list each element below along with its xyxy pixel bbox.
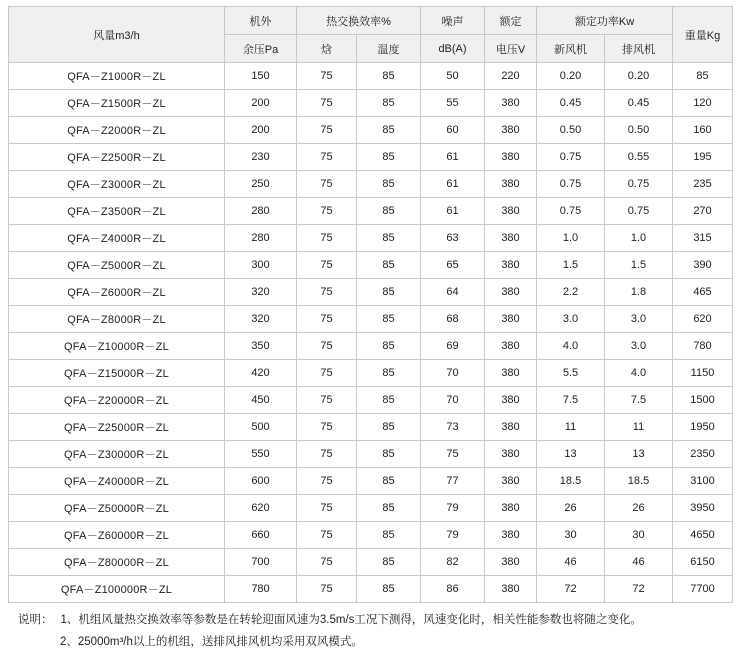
cell-power-fresh: 11 [537,414,605,441]
cell-model: QFA－Z5000R－ZL [9,252,225,279]
cell-temperature: 85 [357,171,421,198]
cell-weight: 620 [673,306,733,333]
cell-temperature: 85 [357,117,421,144]
cell-model: QFA－Z25000R－ZL [9,414,225,441]
header-rated-power: 额定功率Kw [537,7,673,35]
cell-voltage: 380 [485,414,537,441]
cell-power-fresh: 0.50 [537,117,605,144]
cell-weight: 465 [673,279,733,306]
cell-voltage: 380 [485,306,537,333]
cell-enthalpy: 75 [297,225,357,252]
cell-enthalpy: 75 [297,252,357,279]
cell-enthalpy: 75 [297,306,357,333]
cell-noise: 69 [421,333,485,360]
cell-model: QFA－Z15000R－ZL [9,360,225,387]
cell-model: QFA－Z100000R－ZL [9,576,225,603]
cell-voltage: 380 [485,468,537,495]
cell-model: QFA－Z30000R－ZL [9,441,225,468]
table-row [9,279,733,306]
cell-noise: 61 [421,144,485,171]
note-item-1: 1、机组风量热交换效率等参数是在转轮迎面风速为3.5m/s工况下测得，风速变化时，相关性能参数也将随之变化。 [60,614,642,626]
cell-enthalpy: 75 [297,441,357,468]
table-row [9,171,733,198]
table-row [9,549,733,576]
cell-power-exhaust: 0.75 [605,198,673,225]
cell-weight: 390 [673,252,733,279]
cell-noise: 70 [421,360,485,387]
cell-power-exhaust: 26 [605,495,673,522]
cell-weight: 85 [673,63,733,90]
cell-power-fresh: 1.5 [537,252,605,279]
cell-weight: 195 [673,144,733,171]
table-row [9,441,733,468]
cell-power-exhaust: 72 [605,576,673,603]
header-power-fresh-fan: 新风机 [537,35,605,63]
cell-model: QFA－Z3500R－ZL [9,198,225,225]
cell-noise: 79 [421,495,485,522]
cell-enthalpy: 75 [297,90,357,117]
cell-voltage: 380 [485,360,537,387]
cell-enthalpy: 75 [297,576,357,603]
table-body [9,63,733,603]
table-row [9,387,733,414]
cell-temperature: 85 [357,576,421,603]
cell-static-pressure: 320 [225,279,297,306]
cell-static-pressure: 500 [225,414,297,441]
cell-noise: 55 [421,90,485,117]
cell-static-pressure: 450 [225,387,297,414]
header-power-exhaust-fan: 排风机 [605,35,673,63]
header-static-pressure-sub: 余压Pa [225,35,297,63]
cell-power-fresh: 1.0 [537,225,605,252]
table-row [9,495,733,522]
cell-model: QFA－Z8000R－ZL [9,306,225,333]
cell-power-fresh: 3.0 [537,306,605,333]
cell-power-exhaust: 0.75 [605,171,673,198]
cell-power-fresh: 0.75 [537,144,605,171]
cell-voltage: 380 [485,198,537,225]
cell-enthalpy: 75 [297,117,357,144]
cell-noise: 79 [421,522,485,549]
cell-voltage: 380 [485,495,537,522]
cell-weight: 235 [673,171,733,198]
cell-power-exhaust: 3.0 [605,333,673,360]
table-row [9,198,733,225]
cell-model: QFA－Z4000R－ZL [9,225,225,252]
cell-temperature: 85 [357,225,421,252]
cell-temperature: 85 [357,63,421,90]
table-row [9,144,733,171]
cell-power-fresh: 0.75 [537,171,605,198]
cell-enthalpy: 75 [297,333,357,360]
cell-temperature: 85 [357,198,421,225]
cell-noise: 61 [421,171,485,198]
cell-model: QFA－Z2000R－ZL [9,117,225,144]
cell-voltage: 220 [485,63,537,90]
cell-weight: 3100 [673,468,733,495]
header-rated-sub: 电压V [485,35,537,63]
cell-static-pressure: 550 [225,441,297,468]
cell-enthalpy: 75 [297,144,357,171]
cell-weight: 1500 [673,387,733,414]
cell-temperature: 85 [357,90,421,117]
cell-temperature: 85 [357,387,421,414]
cell-static-pressure: 300 [225,252,297,279]
cell-power-exhaust: 1.0 [605,225,673,252]
cell-power-exhaust: 4.0 [605,360,673,387]
cell-weight: 7700 [673,576,733,603]
table-row [9,414,733,441]
cell-power-exhaust: 0.20 [605,63,673,90]
cell-enthalpy: 75 [297,198,357,225]
cell-model: QFA－Z40000R－ZL [9,468,225,495]
table-row [9,225,733,252]
cell-static-pressure: 420 [225,360,297,387]
cell-model: QFA－Z1500R－ZL [9,90,225,117]
cell-noise: 73 [421,414,485,441]
cell-voltage: 380 [485,90,537,117]
cell-weight: 315 [673,225,733,252]
cell-voltage: 380 [485,225,537,252]
cell-static-pressure: 780 [225,576,297,603]
notes-label: 说明： [18,614,53,626]
table-row [9,522,733,549]
cell-voltage: 380 [485,576,537,603]
cell-power-fresh: 5.5 [537,360,605,387]
cell-weight: 120 [673,90,733,117]
cell-power-exhaust: 1.5 [605,252,673,279]
header-static-pressure-top: 机外 [225,7,297,35]
cell-temperature: 85 [357,360,421,387]
cell-power-exhaust: 0.55 [605,144,673,171]
cell-model: QFA－Z6000R－ZL [9,279,225,306]
cell-power-fresh: 2.2 [537,279,605,306]
cell-weight: 2350 [673,441,733,468]
cell-power-fresh: 30 [537,522,605,549]
table-row [9,468,733,495]
cell-power-fresh: 18.5 [537,468,605,495]
cell-power-fresh: 26 [537,495,605,522]
cell-static-pressure: 280 [225,225,297,252]
cell-static-pressure: 250 [225,171,297,198]
cell-weight: 270 [673,198,733,225]
cell-weight: 780 [673,333,733,360]
header-noise-sub: dB(A) [421,35,485,63]
cell-power-exhaust: 46 [605,549,673,576]
cell-model: QFA－Z2500R－ZL [9,144,225,171]
cell-power-exhaust: 0.45 [605,90,673,117]
cell-power-exhaust: 13 [605,441,673,468]
cell-voltage: 380 [485,333,537,360]
cell-model: QFA－Z3000R－ZL [9,171,225,198]
cell-temperature: 85 [357,549,421,576]
table-row [9,333,733,360]
header-enthalpy: 焓 [297,35,357,63]
cell-power-fresh: 0.45 [537,90,605,117]
cell-temperature: 85 [357,495,421,522]
cell-static-pressure: 320 [225,306,297,333]
cell-power-fresh: 0.75 [537,198,605,225]
cell-static-pressure: 660 [225,522,297,549]
header-airflow: 风量m3/h [9,7,225,63]
cell-noise: 60 [421,117,485,144]
cell-voltage: 380 [485,252,537,279]
cell-noise: 64 [421,279,485,306]
cell-power-exhaust: 11 [605,414,673,441]
table-row [9,63,733,90]
cell-voltage: 380 [485,387,537,414]
cell-noise: 82 [421,549,485,576]
cell-power-exhaust: 18.5 [605,468,673,495]
cell-static-pressure: 230 [225,144,297,171]
cell-static-pressure: 620 [225,495,297,522]
cell-power-fresh: 46 [537,549,605,576]
cell-voltage: 380 [485,117,537,144]
cell-noise: 68 [421,306,485,333]
cell-weight: 4650 [673,522,733,549]
cell-power-exhaust: 7.5 [605,387,673,414]
cell-power-fresh: 0.20 [537,63,605,90]
cell-power-exhaust: 30 [605,522,673,549]
cell-enthalpy: 75 [297,495,357,522]
table-row [9,90,733,117]
cell-enthalpy: 75 [297,414,357,441]
cell-temperature: 85 [357,306,421,333]
cell-static-pressure: 700 [225,549,297,576]
cell-temperature: 85 [357,279,421,306]
cell-enthalpy: 75 [297,279,357,306]
cell-voltage: 380 [485,171,537,198]
cell-temperature: 85 [357,414,421,441]
notes-block [8,609,732,653]
cell-noise: 77 [421,468,485,495]
note-item-2: 2、25000m³/h以上的机组，送排风排风机均采用双风模式。 [60,636,363,648]
cell-power-exhaust: 1.8 [605,279,673,306]
cell-temperature: 85 [357,144,421,171]
cell-noise: 86 [421,576,485,603]
cell-weight: 160 [673,117,733,144]
cell-temperature: 85 [357,252,421,279]
cell-model: QFA－Z1000R－ZL [9,63,225,90]
cell-power-exhaust: 3.0 [605,306,673,333]
cell-enthalpy: 75 [297,360,357,387]
header-heat-exchange-efficiency: 热交换效率% [297,7,421,35]
table-row [9,576,733,603]
cell-static-pressure: 280 [225,198,297,225]
table-header [9,7,733,63]
table-row [9,252,733,279]
cell-enthalpy: 75 [297,468,357,495]
cell-weight: 3950 [673,495,733,522]
header-noise-top: 噪声 [421,7,485,35]
cell-temperature: 85 [357,468,421,495]
cell-enthalpy: 75 [297,63,357,90]
cell-enthalpy: 75 [297,171,357,198]
cell-temperature: 85 [357,441,421,468]
cell-voltage: 380 [485,144,537,171]
cell-weight: 6150 [673,549,733,576]
cell-model: QFA－Z50000R－ZL [9,495,225,522]
cell-voltage: 380 [485,279,537,306]
cell-model: QFA－Z60000R－ZL [9,522,225,549]
cell-static-pressure: 350 [225,333,297,360]
cell-voltage: 380 [485,549,537,576]
cell-noise: 70 [421,387,485,414]
cell-enthalpy: 75 [297,522,357,549]
cell-static-pressure: 200 [225,117,297,144]
cell-noise: 50 [421,63,485,90]
cell-power-fresh: 72 [537,576,605,603]
header-weight: 重量Kg [673,7,733,63]
cell-temperature: 85 [357,333,421,360]
header-rated-top: 额定 [485,7,537,35]
cell-power-exhaust: 0.50 [605,117,673,144]
cell-static-pressure: 200 [225,90,297,117]
cell-power-fresh: 7.5 [537,387,605,414]
cell-model: QFA－Z10000R－ZL [9,333,225,360]
table-row [9,117,733,144]
cell-noise: 65 [421,252,485,279]
cell-weight: 1950 [673,414,733,441]
cell-weight: 1150 [673,360,733,387]
cell-voltage: 380 [485,441,537,468]
header-temperature: 温度 [357,35,421,63]
table-row [9,306,733,333]
cell-enthalpy: 75 [297,387,357,414]
cell-noise: 63 [421,225,485,252]
cell-model: QFA－Z80000R－ZL [9,549,225,576]
cell-static-pressure: 600 [225,468,297,495]
cell-voltage: 380 [485,522,537,549]
cell-model: QFA－Z20000R－ZL [9,387,225,414]
specification-table [8,6,733,603]
cell-enthalpy: 75 [297,549,357,576]
cell-static-pressure: 150 [225,63,297,90]
cell-power-fresh: 13 [537,441,605,468]
table-row [9,360,733,387]
cell-power-fresh: 4.0 [537,333,605,360]
cell-noise: 61 [421,198,485,225]
cell-temperature: 85 [357,522,421,549]
cell-noise: 75 [421,441,485,468]
